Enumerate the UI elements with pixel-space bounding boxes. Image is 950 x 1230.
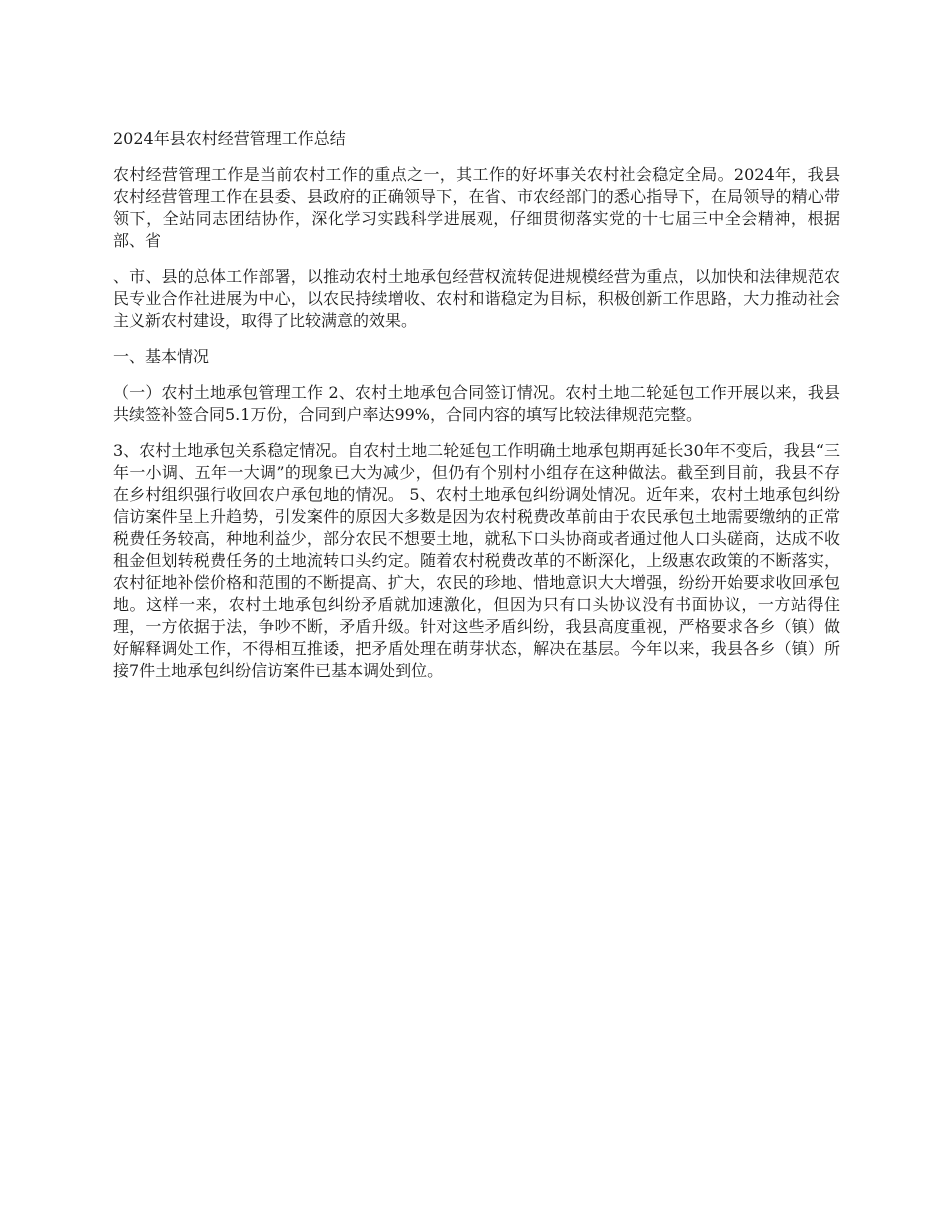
section-paragraph-2: 3、农村土地承包关系稳定情况。自农村土地二轮延包工作明确土地承包期再延长30年不变后，我县“三年一小调、五年一大调”的现象已大为减少，但仍有个别村小组存在这种做法。截至到目前，我县不存在乡村组织强行收回农户承包地的情况。 5、农村土地承包纠纷调处情况。近年来，农村土地承包纠纷信访案件呈上升趋势，引发案件的原因大多数是因为农村税费改革前由于农民承包土地需要缴纳的正常税费任务较高，种地利益少，部分农民不想要土地，就私下口头协商或者通过他人口头磋商，达成不收租金但划转税费任务的土地流转口头约定。随着农村税费改革的不断深化，上级惠农政策的不断落实，农村征地补偿价格和范围的不断提高、扩大，农民的珍地、惜地意识大大增强，纷纷开始要求收回承包地。这样一来，农村土地承包纠纷矛盾就加速激化，但因为只有口头协议没有书面协议，一方站得住理，一方依据于法，争吵不断，矛盾升级。针对这些矛盾纠纷，我县高度重视，严格要求各乡（镇）做好解释调处工作，不得相互推诿，把矛盾处理在萌芽状态，解决在基层。今年以来，我县各乡（镇）所接7件土地承包纠纷信访案件已基本调处到位。: [113, 441, 840, 680]
intro-paragraph-2: 、市、县的总体工作部署，以推动农村土地承包经营权流转促进规模经营为重点，以加快和法律规范农民专业合作社进展为中心，以农民持续增收、农村和谐稳定为目标，积极创新工作思路，大力推动社会主义新农村建设，取得了比较满意的效果。: [113, 267, 840, 330]
document-title: 2024年县农村经营管理工作总结: [113, 129, 346, 148]
section-heading: 一、基本情况: [113, 347, 210, 366]
section-paragraph-1: （一）农村土地承包管理工作 2、农村土地承包合同签订情况。农村土地二轮延包工作开展以来，我县共续签补签合同5.1万份，合同到户率达99%，合同内容的填写比较法律规范完整。: [113, 383, 840, 424]
intro-paragraph-1: 农村经营管理工作是当前农村工作的重点之一，其工作的好坏事关农村社会稳定全局。2024年，我县农村经营管理工作在县委、县政府的正确领导下，在省、市农经部门的悉心指导下，在局领导的精心带领下，全站同志团结协作，深化学习实践科学进展观，仔细贯彻落实党的十七届三中全会精神，根据部、省: [113, 165, 840, 250]
document-page: [113, 120, 840, 696]
